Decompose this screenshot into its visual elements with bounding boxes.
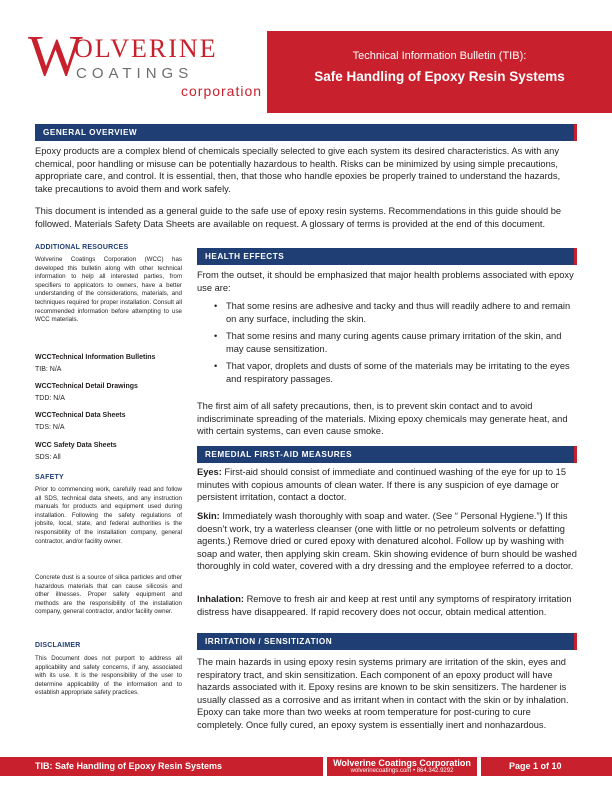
sidebar-additional-resources-text: Wolverine Coatings Corporation (WCC) has developed this bulletin along with other technical information to help all interested parties, from specifiers to applicators to owners, have a better understanding of the considerations, materials, and techniques required for proper installation. Consult all recommended information before attempting to use WCC materials.	[35, 256, 182, 324]
section-heading-accent	[574, 124, 577, 141]
first-aid-inhalation	[197, 593, 579, 618]
sidebar-heading-disclaimer: DISCLAIMER	[35, 642, 81, 649]
resource-label-sds: WCC Safety Data Sheets	[35, 442, 117, 449]
page-title: Safe Handling of Epoxy Resin Systems	[314, 69, 565, 84]
section-heading-label: GENERAL OVERVIEW	[43, 128, 138, 137]
resource-value-sds: SDS: All	[35, 454, 61, 461]
first-aid-eyes-label: Eyes:	[197, 467, 222, 477]
header-banner	[267, 31, 612, 113]
resource-label-tds: WCCTechnical Data Sheets	[35, 412, 126, 419]
sidebar-heading-safety: SAFETY	[35, 474, 64, 481]
footer-page-number: Page 1 of 10	[481, 757, 612, 776]
section-heading-label: IRRITATION / SENSITIZATION	[205, 637, 333, 646]
health-effects-outro: The first aim of all safety precautions, then, is to prevent skin contact and to avoid indiscriminate spreading of the materials. Mixing epoxy chemicals may generate heat, and with certain systems, can even cause smoke.	[197, 401, 568, 437]
resource-label-tdd: WCCTechnical Detail Drawings	[35, 383, 138, 390]
health-effect-item: • That some resins are adhesive and tacky and thus will readily adhere to and remain on any surface, including the skin.	[212, 300, 579, 325]
footer-company-block	[327, 757, 477, 776]
resource-value-tds: TDS: N/A	[35, 424, 65, 431]
logo-wordmark-coatings: COATINGS	[76, 65, 194, 82]
sidebar-heading-additional-resources: ADDITIONAL RESOURCES	[35, 244, 129, 251]
section-heading-first-aid	[197, 446, 577, 463]
health-effect-item: • That some resins and many curing agents cause primary irritation of the skin, and may cause sensitization.	[212, 330, 579, 355]
sidebar-safety-text-2: Concrete dust is a source of silica particles and other hazardous materials that can cause silicosis and other illnesses. Proper safety equipment and methods are the responsibility of the installation company, general contractor, and/or facility owner.	[35, 574, 182, 616]
first-aid-inhalation-text: Remove to fresh air and keep at rest until any symptoms of respiratory irritation distress have disappeared. If rapid recovery does not occur, obtain medical attention.	[197, 594, 572, 617]
section-heading-accent	[574, 248, 577, 265]
section-heading-health-effects	[197, 248, 577, 265]
section-heading-label: HEALTH EFFECTS	[205, 252, 285, 261]
sidebar-safety-text-1: Prior to commencing work, carefully read and follow all SDS, technical data sheets, and any instruction manuals for products and equipment used during installation. Following the safety regulations of jobsite, local, state, and federal authorities is the responsibility of the installation company, general contractor, and/or facility owner.	[35, 486, 182, 545]
first-aid-eyes-text: First-aid should consist of immediate and continued washing of the eye for up to 15 minutes with copious amounts of clean water. If there is any suspicion of eye damage or persistent irritation, contact a doctor.	[197, 467, 566, 503]
section-heading-general-overview	[35, 124, 577, 141]
section-heading-accent	[574, 446, 577, 463]
section-heading-accent	[574, 633, 577, 650]
first-aid-skin-text: Immediately wash thoroughly with soap and water. (See “ Personal Hygiene.”) If this doesn’t work, try a waterless cleanser (one with little or no petroleum solvents or defatting agents.) Remove dried or cured epoxy with denatured alcohol. Follow up by washing with soap and water, then applying skin cream. Skin showing evidence of burn should be washed thoroughly in cold water, covered with a dry dressing and the employee referred to a doctor.	[197, 511, 577, 572]
section-heading-label: REMEDIAL FIRST-AID MEASURES	[205, 450, 353, 459]
irritation-text: The main hazards in using epoxy resin systems primary are irritation of the skin, eyes and respiratory tract, and skin sensitization. Each component of an epoxy product will have hazards associated with it. Epoxy resins are known to be skin sensitizers. The hardener is usually classed as a corrosive and as irritant when in contact with the skin or by inhalation. Epoxy can take more than two weeks at room temperature for post-curing to cure completely. Once fully cured, an epoxy system is essentially inert and nonhazardous.	[197, 657, 569, 730]
company-logo	[28, 23, 263, 103]
logo-wordmark-corporation: corporation	[181, 83, 263, 99]
section-heading-irritation	[197, 633, 577, 650]
health-effects-list	[212, 300, 579, 391]
footer-company-name: Wolverine Coatings Corporation	[333, 758, 471, 768]
sidebar-disclaimer-text: This Document does not purport to address all applicability and safety concerns, if any, associated with its use. It is the responsibility of the user to determine applicability of the information and to establish appropriate safety practices.	[35, 655, 182, 697]
health-effect-item: • That vapor, droplets and dusts of some of the materials may be irritating to the eyes and respiratory passages.	[212, 360, 579, 385]
first-aid-eyes	[197, 466, 579, 504]
resource-value-tdd: TDD: N/A	[35, 395, 65, 402]
footer-document-title: TIB: Safe Handling of Epoxy Resin Systems	[0, 757, 323, 776]
overview-paragraph-1: Epoxy products are a complex blend of chemicals specially selected to give each system its desired characteristics. As with any chemical, poor handling or misuse can be potentially hazardous to health. Risks can be minimized by using simple precautions, appropriate care, and control. It is essential, then, that those who handle epoxies be properly trained to understand the hazards, take precautions to avoid them and work safely.	[35, 146, 561, 194]
first-aid-skin-label: Skin:	[197, 511, 220, 521]
health-effects-intro: From the outset, it should be emphasized that major health problems associated with epoxy use are:	[197, 270, 574, 293]
first-aid-inhalation-label: Inhalation:	[197, 594, 244, 604]
logo-wordmark-olverine: OLVERINE	[74, 34, 218, 63]
header-subtitle: Technical Information Bulletin (TIB):	[352, 50, 527, 62]
resource-label-tib: WCCTechnical Information Bulletins	[35, 354, 156, 361]
first-aid-skin	[197, 510, 579, 573]
resource-value-tib: TIB: N/A	[35, 366, 62, 373]
logo-letter-w: W	[28, 23, 81, 88]
footer-contact: wolverinecoatings.com • 864.342.9292	[350, 768, 454, 774]
overview-paragraph-2: This document is intended as a general guide to the safe use of epoxy resin systems. Recommendations in this guide should be followed. Materials Safety Data Sheets are available on request. A glossary of terms is provided at the end of this document.	[35, 206, 562, 229]
